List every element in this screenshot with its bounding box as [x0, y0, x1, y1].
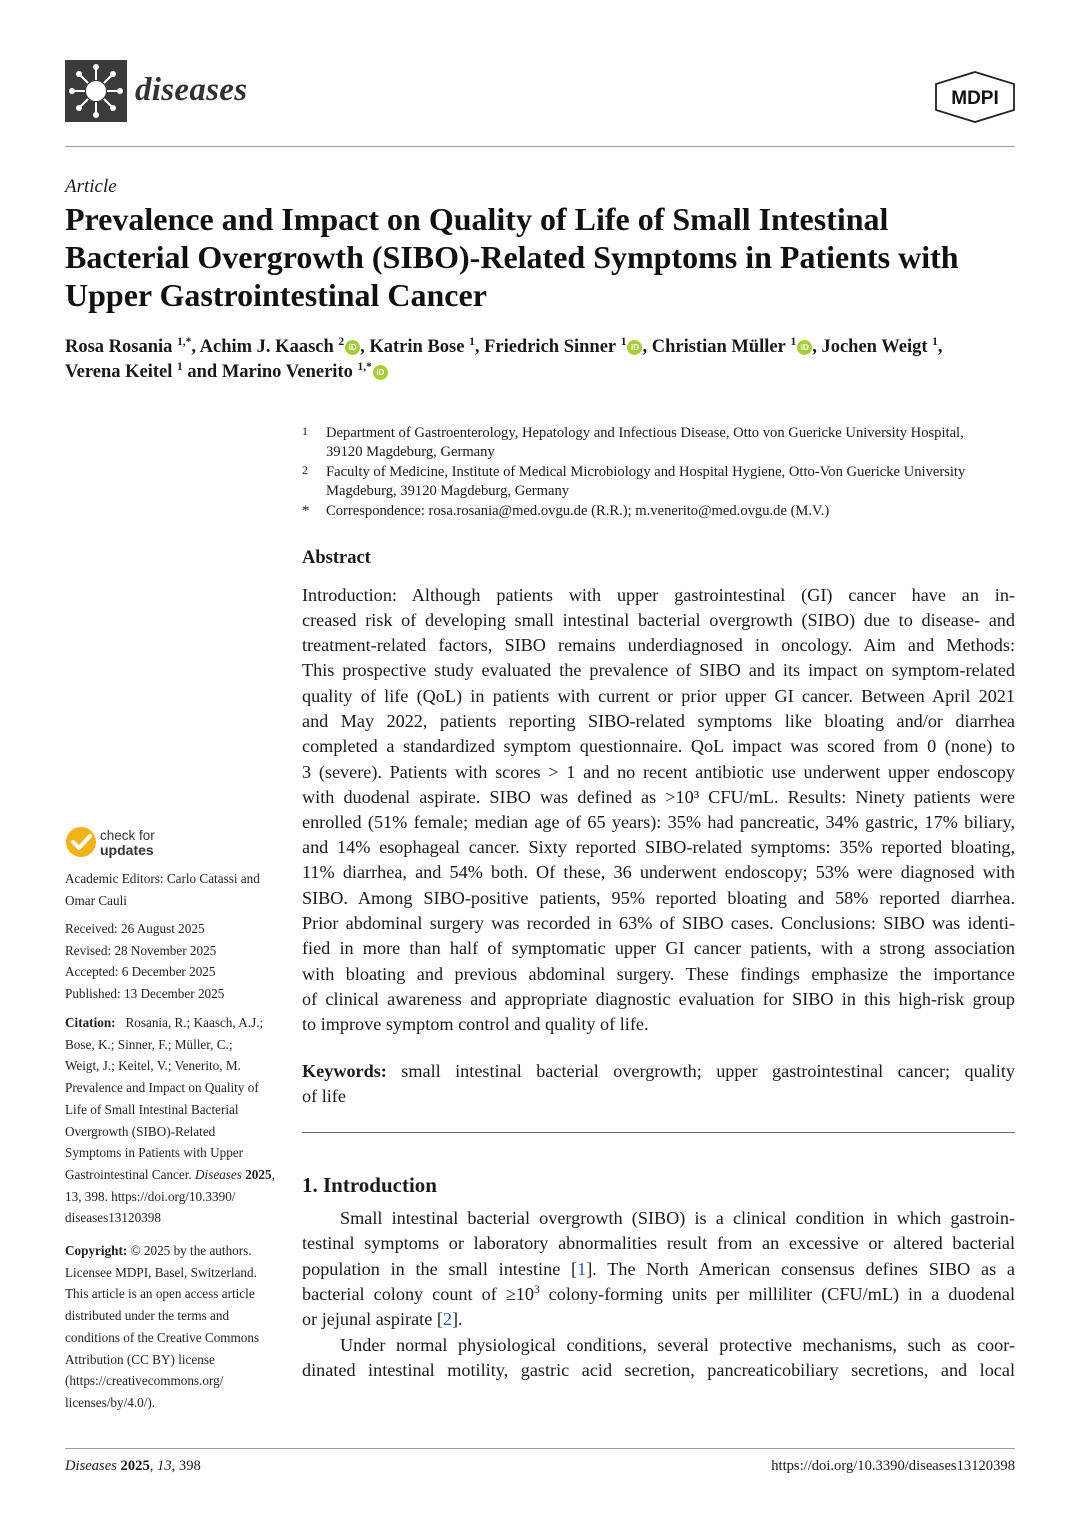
author-affiliation-mark: 1	[177, 360, 183, 373]
academic-editors	[65, 868, 280, 911]
body-text: ]. The North American consensus defines SIBO as a	[586, 1259, 1015, 1279]
checkmark-icon	[65, 826, 97, 858]
abstract-line: 3 (severe). Patients with scores > 1 and no recent antibiotic use underwent upper endoscopy	[302, 762, 1015, 782]
copyright-line: distributed under the terms and	[65, 1308, 230, 1324]
citation-line: Rosania, R.; Kaasch, A.J.;	[125, 1015, 264, 1030]
keywords-continued: of life	[302, 1086, 346, 1106]
footer-divider	[65, 1448, 1015, 1449]
affiliation-mark: 1	[302, 424, 308, 438]
author-separator: ,	[937, 337, 943, 357]
footer-doi-link[interactable]: https://doi.org/10.3390/diseases13120398	[771, 1458, 1015, 1474]
section-divider	[302, 1132, 1015, 1133]
author-separator: and	[182, 362, 222, 382]
journal-name: diseases	[135, 72, 248, 108]
abstract-line: and May 2022, patients reporting SIBO-related symptoms like bloating and/or diarrhea	[302, 711, 1015, 731]
abstract-line: with duodenal aspirate. SIBO was defined as >10³ CFU/mL. Results: Ninety patients were	[302, 787, 1015, 807]
revised-date: Revised: 28 November 2025	[65, 942, 217, 958]
published-date: Published: 13 December 2025	[65, 986, 225, 1002]
correspondence	[326, 502, 1026, 521]
accepted-date: Accepted: 6 December 2025	[65, 964, 216, 980]
virus-icon	[65, 60, 127, 122]
footer-citation: Diseases 2025, 13, 398	[65, 1458, 201, 1474]
affiliation-line: Faculty of Medicine, Institute of Medical Microbiology and Hospital Hygiene, Otto-Von Guericke University	[326, 464, 966, 480]
copyright-line: Licensee MDPI, Basel, Switzerland.	[65, 1264, 257, 1280]
correspondence-line[interactable]: Correspondence: rosa.rosania@med.ovgu.de (R.R.); m.venerito@med.ovgu.de (M.V.)	[326, 503, 830, 519]
body-line: Under normal physiological conditions, several protective mechanisms, such as coor-	[340, 1335, 1015, 1355]
body-text: or jejunal aspirate [	[302, 1309, 443, 1329]
article-type: Article	[65, 176, 117, 197]
citation-line: Life of Small Intestinal Bacterial	[65, 1101, 239, 1117]
citation-label: Citation:	[65, 1015, 116, 1030]
author-separator: ,	[360, 337, 370, 357]
copyright-block	[65, 1240, 280, 1414]
affiliation-line: Department of Gastroenterology, Hepatology and Infectious Disease, Otto von Guericke University Hospital,	[326, 425, 964, 441]
abstract-heading: Abstract	[302, 548, 371, 568]
superscript: 3	[533, 1283, 540, 1296]
citation-line: Weigt, J.; Keitel, V.; Venerito, M.	[65, 1058, 241, 1074]
author-separator: ,	[642, 337, 652, 357]
body-text: colony-forming units per milliliter (CFU/mL) in a duodenal	[539, 1284, 1015, 1304]
keywords-label: Keywords:	[302, 1061, 387, 1081]
author-name[interactable]: Friedrich Sinner	[484, 337, 617, 357]
citation-journal: Diseases	[195, 1166, 242, 1182]
abstract-line: quality of life (QoL) in patients with current or prior upper GI cancer. Between April 2021	[302, 686, 1015, 706]
author-affiliation-mark: 2	[338, 335, 345, 348]
body-text: population in the small intestine [	[302, 1259, 578, 1279]
footer-page: 398	[178, 1458, 201, 1474]
abstract-line: treatment-related factors, SIBO remains underdiagnosed in oncology. Aim and Methods:	[302, 635, 1015, 655]
abstract-line: with bloating and previous abdominal surgery. These findings emphasize the importance	[302, 964, 1015, 984]
abstract-line: enrolled (51% female; median age of 65 years): 35% had pancreatic, 34% gastric, 17% biliary,	[302, 812, 1015, 832]
author-name[interactable]: Katrin Bose	[369, 337, 465, 357]
check-for-updates-label[interactable]	[100, 829, 155, 857]
footer-volume: 13	[157, 1458, 172, 1474]
affiliation	[326, 463, 1026, 502]
title-line: Prevalence and Impact on Quality of Life of Small Intestinal	[65, 201, 889, 237]
orcid-icon[interactable]: iD	[373, 365, 388, 380]
publisher-logo	[934, 70, 1016, 124]
copyright-label: Copyright:	[65, 1243, 128, 1258]
copyright-line: Attribution (CC BY) license	[65, 1351, 215, 1367]
affiliation-line: 39120 Magdeburg, Germany	[326, 444, 495, 461]
orcid-icon[interactable]: iD	[345, 340, 360, 355]
citation-block	[65, 1012, 280, 1229]
abstract-line: fied in more than half of symptomatic upper GI cancer patients, with a strong association	[302, 938, 1015, 958]
citation-year: 2025	[241, 1166, 272, 1182]
abstract-line: Introduction: Although patients with upper gastrointestinal (GI) cancer have an in-	[302, 585, 1015, 605]
title-line: Upper Gastrointestinal Cancer	[65, 277, 487, 313]
footer-year: 2025	[120, 1458, 150, 1474]
author-name[interactable]: Verena Keitel	[65, 362, 173, 382]
citation-line: Bose, K.; Sinner, F.; Müller, C.;	[65, 1036, 233, 1052]
abstract-line: This prospective study evaluated the prevalence of SIBO and its impact on symptom-related	[302, 660, 1015, 680]
abstract-line: Prior abdominal surgery was recorded in 63% of SIBO cases. Conclusions: SIBO was identi-	[302, 913, 1015, 933]
copyright-line: This article is an open access article	[65, 1286, 255, 1302]
abstract-line: 11% diarrhea, and 54% both. Of these, 36 underwent endoscopy; 53% were diagnosed with	[302, 862, 1015, 882]
keywords	[302, 1059, 1015, 1084]
editors-label: Academic Editors:	[65, 871, 164, 886]
citation-line: Symptoms in Patients with Upper	[65, 1145, 244, 1161]
author-affiliation-mark: 1	[469, 335, 475, 348]
author-name[interactable]: Christian Müller	[651, 337, 786, 357]
body-line: testinal symptoms or laboratory abnormalities result from an excessive or altered bacterial	[302, 1233, 1015, 1253]
body-line	[302, 1282, 1015, 1307]
author-name[interactable]: Marino Venerito	[221, 362, 353, 382]
header-divider	[65, 146, 1015, 147]
citation-punct: ,	[271, 1166, 275, 1182]
title-line: Bacterial Overgrowth (SIBO)-Related Symptoms in Patients with	[65, 239, 959, 275]
license-link[interactable]: licenses/by/4.0/).	[65, 1394, 156, 1410]
body-line: dinated intestinal motility, gastric acid secretion, pancreaticobiliary secretions, and local	[302, 1360, 1015, 1380]
abstract-line: to improve symptom control and quality of life.	[302, 1014, 649, 1034]
journal-logo	[65, 60, 127, 122]
keywords-text: small intestinal bacterial overgrowth; upper gastrointestinal cancer; quality	[401, 1061, 1015, 1081]
correspondence-mark: *	[302, 503, 310, 519]
author-separator: ,	[191, 337, 200, 357]
orcid-icon[interactable]: iD	[797, 340, 812, 355]
body-text: bacterial colony count of ≥10	[302, 1284, 534, 1304]
author-separator: ,	[474, 337, 485, 357]
orcid-icon[interactable]: iD	[627, 340, 642, 355]
abstract-line: of clinical awareness and appropriate diagnostic evaluation for SIBO in this high-risk group	[302, 989, 1015, 1009]
body-line	[302, 1307, 1015, 1332]
copyright-line: conditions of the Creative Commons	[65, 1329, 260, 1345]
affiliation-line: Magdeburg, 39120 Magdeburg, Germany	[326, 483, 570, 500]
citation-line: Gastrointestinal Cancer.	[65, 1166, 196, 1182]
body-line: Small intestinal bacterial overgrowth (SIBO) is a clinical condition in which gastroin-	[340, 1208, 1015, 1228]
author-name[interactable]: Jochen Weigt	[821, 337, 928, 357]
received-date: Received: 26 August 2025	[65, 921, 205, 936]
body-line	[302, 1257, 1015, 1282]
license-link[interactable]: (https://creativecommons.org/	[65, 1373, 224, 1389]
author-list-line-1	[65, 337, 943, 358]
author-affiliation-mark: 1,*	[357, 360, 372, 373]
author-affiliation-mark: 1	[790, 335, 797, 348]
author-list-line-2	[65, 362, 388, 383]
citation-line: Prevalence and Impact on Quality of	[65, 1080, 259, 1096]
author-separator: ,	[812, 337, 822, 357]
reference-link[interactable]: 1	[577, 1259, 587, 1279]
abstract-line: completed a standardized symptom questionnaire. QoL impact was scored from 0 (none) to	[302, 736, 1015, 756]
abstract-line: and 14% esophageal cancer. Sixty reported SIBO-related symptoms: 35% reported bloating,	[302, 837, 1015, 857]
affiliation-mark: 2	[302, 463, 308, 477]
affiliation	[326, 424, 1026, 463]
footer-journal: Diseases	[65, 1458, 117, 1474]
citation-doi-line[interactable]: 13, 398. https://doi.org/10.3390/	[65, 1188, 236, 1204]
check-line: check for	[100, 828, 155, 843]
author-affiliation-mark: 1	[620, 335, 627, 348]
publication-dates	[65, 918, 280, 1005]
abstract-line: creased risk of developing small intestinal bacterial overgrowth (SIBO) due to disease- and	[302, 610, 1015, 630]
author-name[interactable]: Rosa Rosania	[65, 337, 173, 357]
publisher-name: MDPI	[951, 88, 999, 109]
citation-doi-line[interactable]: diseases13120398	[65, 1210, 161, 1226]
abstract-line: SIBO. Among SIBO-positive patients, 95% reported bloating and 58% reported diarrhea.	[302, 888, 1015, 908]
check-line: updates	[100, 842, 154, 858]
check-for-updates-badge[interactable]	[65, 826, 97, 863]
author-name[interactable]: Achim J. Kaasch	[199, 337, 334, 357]
author-affiliation-mark: 1	[932, 335, 938, 348]
author-affiliation-mark: 1,*	[177, 335, 192, 348]
editors-names: Carlo Catassi and Omar Cauli	[65, 871, 260, 908]
copyright-line: © 2025 by the authors.	[130, 1243, 252, 1258]
citation-line: Overgrowth (SIBO)-Related	[65, 1123, 216, 1139]
reference-link[interactable]: 2	[442, 1309, 452, 1329]
article-title	[65, 200, 1025, 314]
section-heading: 1. Introduction	[302, 1173, 437, 1197]
body-text: ].	[452, 1309, 463, 1329]
